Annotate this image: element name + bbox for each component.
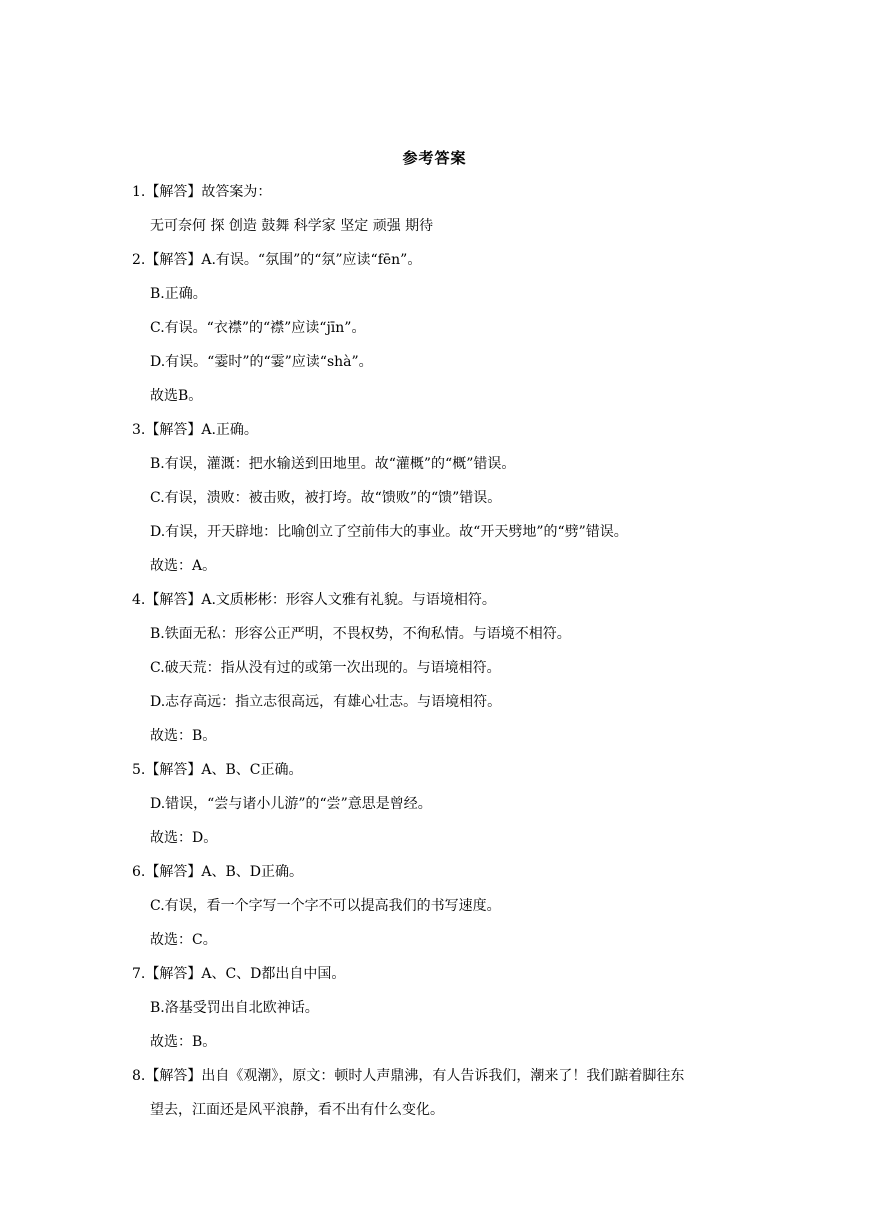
answer-detail-line: 故选：D。 xyxy=(150,830,218,846)
answer-detail-line: 故选B。 xyxy=(150,388,203,404)
answer-item-line: 1.【解答】故答案为： xyxy=(132,184,272,200)
answer-detail-line: D.错误，“尝与诸小儿游”的“尝”意思是曾经。 xyxy=(150,796,432,812)
answer-item-line: 3.【解答】A.正确。 xyxy=(132,422,258,438)
page-title: 参考答案 xyxy=(402,149,467,167)
answer-item-line: 4.【解答】A.文质彬彬：形容人文雅有礼貌。与语境相符。 xyxy=(132,592,496,608)
answer-detail-line: 无可奈何 探 创造 鼓舞 科学家 坚定 顽强 期待 xyxy=(150,218,434,234)
answer-item-line: 5.【解答】A、B、C正确。 xyxy=(132,762,303,778)
answer-detail-line: D.有误，开天辟地：比喻创立了空前伟大的事业。故“开天劈地”的“劈”错误。 xyxy=(150,524,628,540)
answer-detail-line: D.志存高远：指立志很高远，有雄心壮志。与语境相符。 xyxy=(150,694,502,710)
answer-detail-line: C.有误。“衣襟”的“襟”应读“jīn”。 xyxy=(150,320,366,336)
answer-item-line: 2.【解答】A.有误。“氛围”的“氛”应读“fēn”。 xyxy=(132,252,422,268)
answer-item-line: 8.【解答】出自《观潮》，原文：顿时人声鼎沸，有人告诉我们，潮来了！我们踮着脚往东 xyxy=(132,1068,685,1084)
answer-detail-line: 故选：B。 xyxy=(150,1034,217,1050)
answer-detail-line: 故选：B。 xyxy=(150,728,217,744)
answer-detail-line: C.有误，溃败：被击败，被打垮。故“馈败”的“馈”错误。 xyxy=(150,490,502,506)
answer-detail-line: B.正确。 xyxy=(150,286,207,302)
answer-detail-line: B.洛基受罚出自北欧神话。 xyxy=(150,1000,319,1016)
answer-detail-line: 故选：A。 xyxy=(150,558,217,574)
answer-detail-line: B.有误，灌溉：把水输送到田地里。故“灌概”的“概”错误。 xyxy=(150,456,516,472)
answer-item-line: 6.【解答】A、B、D正确。 xyxy=(132,864,303,880)
answer-detail-line: 望去，江面还是风平浪静，看不出有什么变化。 xyxy=(150,1102,444,1118)
answer-detail-line: C.破天荒：指从没有过的或第一次出现的。与语境相符。 xyxy=(150,660,501,676)
answer-detail-line: 故选：C。 xyxy=(150,932,217,948)
answer-item-line: 7.【解答】A、C、D都出自中国。 xyxy=(132,966,346,982)
answer-detail-line: C.有误，看一个字写一个字不可以提高我们的书写速度。 xyxy=(150,898,501,914)
answer-detail-line: B.铁面无私：形容公正严明，不畏权势，不徇私情。与语境不相符。 xyxy=(150,626,571,642)
answer-detail-line: D.有误。“霎时”的“霎”应读“shà”。 xyxy=(150,354,373,370)
